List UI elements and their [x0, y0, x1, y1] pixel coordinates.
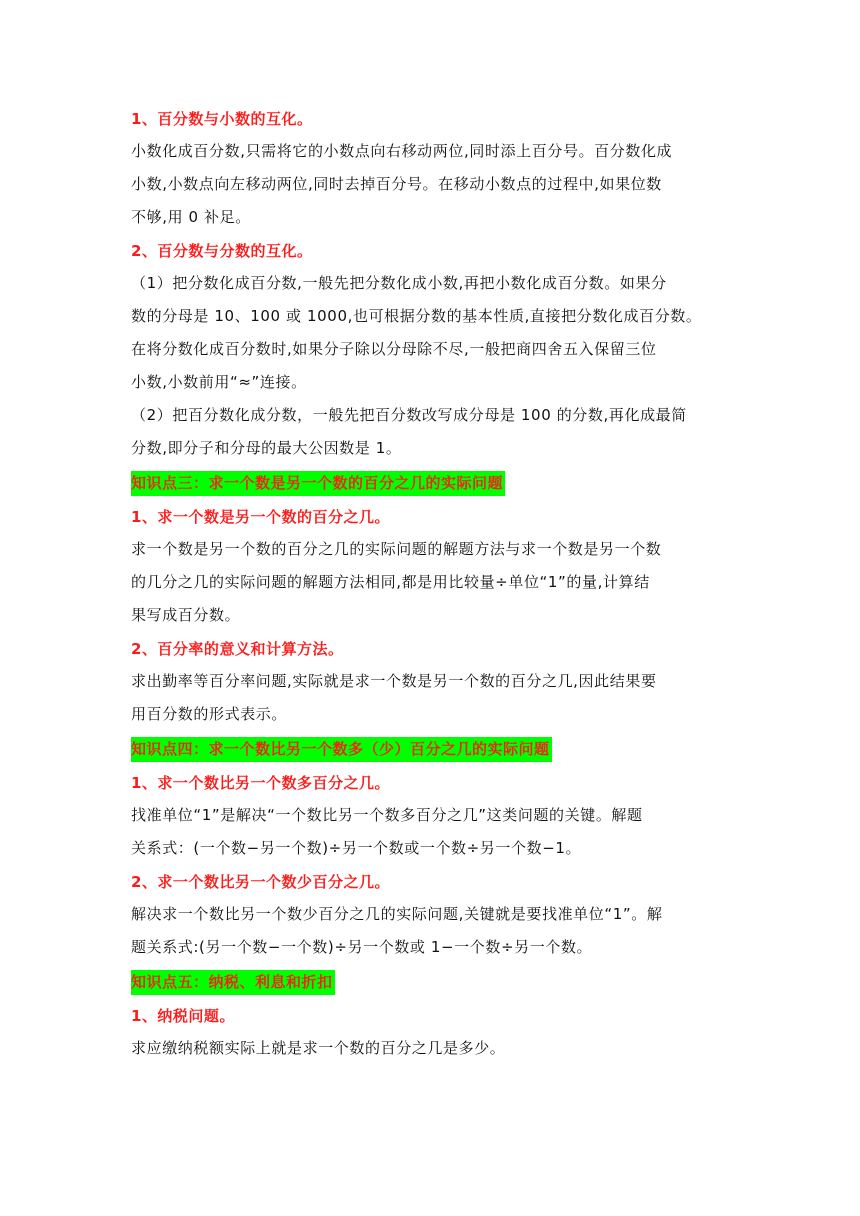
text-line: 数的分母是 10、100 或 1000,也可根据分数的基本性质,直接把分数化成百分数。 — [131, 307, 702, 325]
knowledge-point-banner — [131, 471, 731, 506]
text-line: 找准单位“1”是解决“一个数比另一个数多百分之几”这类问题的关键。解题 — [131, 806, 643, 824]
paragraph — [131, 533, 731, 632]
paragraph — [131, 898, 731, 964]
text-line: 用百分数的形式表示。 — [131, 705, 288, 723]
text-line: 小数,小数点向左移动两位,同时去掉百分号。在移动小数点的过程中,如果位数 — [131, 175, 662, 193]
text-line: 求一个数是另一个数的百分之几的实际问题的解题方法与求一个数是另一个数 — [131, 540, 662, 558]
paragraph — [131, 665, 731, 731]
text-line: 关系式：(一个数−另一个数)÷另一个数或一个数÷另一个数−1。 — [131, 839, 582, 857]
paragraph — [131, 799, 731, 865]
document-content — [131, 108, 731, 1071]
section-heading: 2、百分率的意义和计算方法。 — [131, 640, 344, 658]
paragraph — [131, 1032, 731, 1065]
knowledge-point-title: 知识点五：纳税、利息和折扣 — [131, 970, 335, 995]
knowledge-point-banner — [131, 970, 731, 1005]
text-line: 的几分之几的实际问题的解题方法相同,都是用比较量÷单位“1”的量,计算结 — [131, 573, 650, 591]
section-heading: 1、纳税问题。 — [131, 1007, 235, 1025]
text-line: 在将分数化成百分数时,如果分子除以分母除不尽,一般把商四舍五入保留三位 — [131, 340, 657, 358]
text-line: 分数,即分子和分母的最大公因数是 1。 — [131, 439, 402, 457]
text-line: 小数化成百分数,只需将它的小数点向右移动两位,同时添上百分号。百分数化成 — [131, 142, 673, 160]
section-heading: 2、求一个数比另一个数少百分之几。 — [131, 873, 390, 891]
knowledge-point-title: 知识点四：求一个数比另一个数多（少）百分之几的实际问题 — [131, 737, 552, 762]
section-heading: 2、百分数与分数的互化。 — [131, 242, 313, 260]
text-line: 解决求一个数比另一个数少百分之几的实际问题,关键就是要找准单位“1”。解 — [131, 905, 663, 923]
knowledge-point-title: 知识点三：求一个数是另一个数的百分之几的实际问题 — [131, 471, 505, 496]
text-line: （1）把分数化成百分数,一般先把分数化成小数,再把小数化成百分数。如果分 — [131, 274, 667, 292]
text-line: 题关系式:(另一个数−一个数)÷另一个数或 1−一个数÷另一个数。 — [131, 938, 593, 956]
text-line: 不够,用 0 补足。 — [131, 208, 251, 226]
text-line: 小数,小数前用“≈”连接。 — [131, 373, 307, 391]
text-line: 求出勤率等百分率问题,实际就是求一个数是另一个数的百分之几,因此结果要 — [131, 672, 657, 690]
section-heading: 1、求一个数比另一个数多百分之几。 — [131, 774, 390, 792]
paragraph — [131, 267, 731, 465]
section-heading: 1、求一个数是另一个数的百分之几。 — [131, 508, 390, 526]
text-line: （2）把百分数化成分数，一般先把百分数改写成分母是 100 的分数,再化成最简 — [131, 406, 687, 424]
text-line: 果写成百分数。 — [131, 606, 241, 624]
text-line: 求应缴纳税额实际上就是求一个数的百分之几是多少。 — [131, 1039, 506, 1057]
knowledge-point-banner — [131, 737, 731, 772]
paragraph — [131, 135, 731, 234]
section-heading: 1、百分数与小数的互化。 — [131, 110, 313, 128]
